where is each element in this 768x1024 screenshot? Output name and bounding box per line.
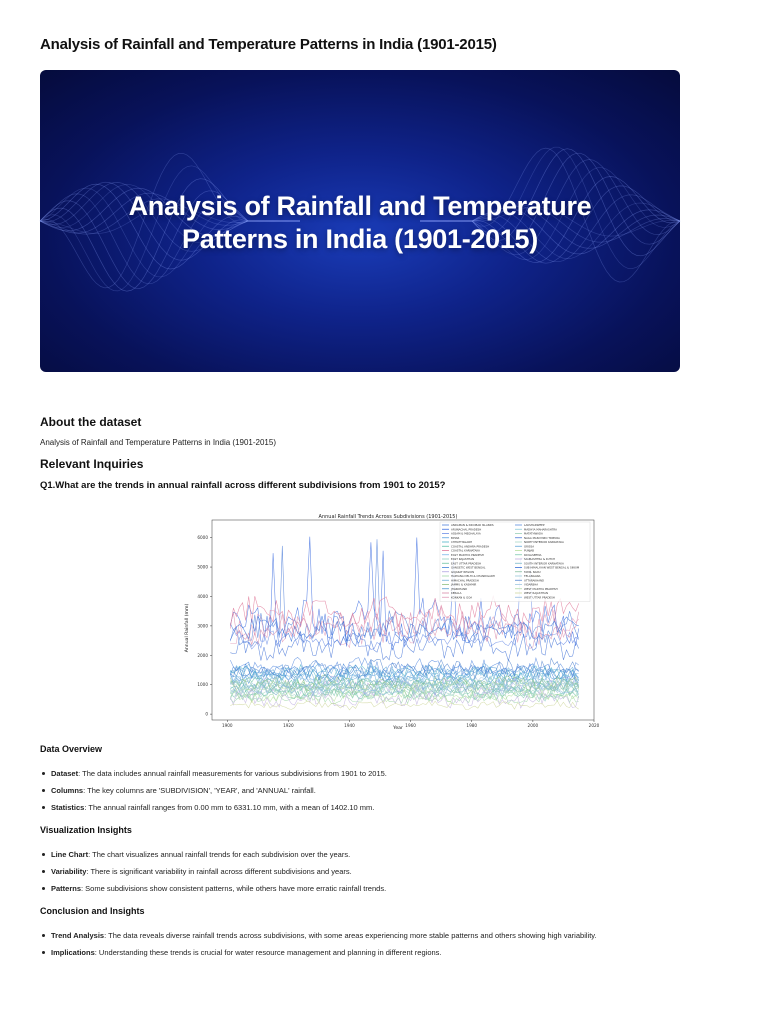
legend-label: NORTH INTERIOR KARNATAKA: [524, 540, 564, 545]
chart-legend: [440, 522, 590, 602]
banner-title-line-2: Patterns in India (1901-2015): [182, 224, 538, 254]
y-tick-label: 4000: [197, 593, 208, 599]
legend-label: JHARKHAND: [451, 586, 468, 591]
page-title: Analysis of Rainfall and Temperature Patterns in India (1901-2015): [40, 36, 497, 53]
legend-label: WEST UTTAR PRADESH: [524, 595, 555, 600]
overview-item: Columns: The key columns are 'SUBDIVISION', 'YEAR', and 'ANNUAL' rainfall.: [40, 782, 387, 799]
viz-list: [40, 846, 386, 897]
conclusion-heading: Conclusion and Insights: [40, 906, 145, 916]
legend-label: GANGETIC WEST BENGAL: [451, 565, 486, 570]
legend-label: JAMMU & KASHMIR: [451, 582, 477, 587]
legend-label: WEST MADHYA PRADESH: [524, 586, 558, 591]
legend-label: GUJARAT REGION: [451, 569, 475, 574]
hero-banner: [40, 70, 680, 372]
y-tick-label: 6000: [197, 535, 208, 541]
conclusion-list: [40, 927, 597, 961]
legend-label: SUB HIMALAYAN WEST BENGAL & SIKKIM: [524, 565, 580, 570]
legend-label: SOUTH INTERIOR KARNATAKA: [524, 561, 564, 566]
legend-label: HIMACHAL PRADESH: [451, 578, 479, 583]
inquiries-heading: Relevant Inquiries: [40, 457, 144, 471]
legend-label: ANDAMAN & NICOBAR ISLANDS: [451, 523, 494, 528]
legend-label: SAURASHTRA & KUTCH: [524, 557, 555, 562]
overview-heading: Data Overview: [40, 744, 103, 754]
legend-label: CHHATTISGARH: [451, 540, 473, 545]
legend-label: UTTARAKHAND: [524, 578, 545, 583]
legend-label: HARYANA DELHI & CHANDIGARH: [451, 574, 495, 579]
legend-label: ARUNACHAL PRADESH: [451, 527, 482, 532]
legend-label: EAST RAJASTHAN: [451, 557, 475, 562]
legend-label: VIDARBHA: [524, 582, 539, 587]
about-heading: About the dataset: [40, 415, 142, 429]
legend-label: RAYALSEEMA: [524, 552, 542, 557]
about-text: Analysis of Rainfall and Temperature Patterns in India (1901-2015): [40, 438, 276, 447]
legend-label: NAGA MANI MIZO TRIPURA: [524, 535, 560, 540]
legend-label: LAKSHADWEEP: [524, 523, 545, 528]
y-tick-label: 2000: [197, 652, 208, 658]
chart-title: Annual Rainfall Trends Across Subdivisions (1901-2015): [318, 514, 458, 520]
conclusion-item: Implications: Understanding these trends is crucial for water resource management and planning in different regions.: [40, 944, 597, 961]
overview-list: [40, 765, 387, 816]
legend-label: ORISSA: [524, 544, 535, 549]
y-tick-label: 5000: [197, 564, 208, 570]
x-tick-label: 2000: [527, 723, 539, 728]
question-1: Q1.What are the trends in annual rainfall across different subdivisions from 1901 to 2015?: [40, 480, 446, 491]
x-tick-label: 2020: [588, 723, 600, 728]
x-tick-label: 1960: [405, 723, 416, 728]
legend-label: COASTAL KARNATAKA: [451, 548, 480, 553]
y-tick-label: 1000: [197, 682, 208, 688]
legend-label: ASSAM & MEGHALAYA: [451, 531, 481, 536]
x-tick-label: 1900: [221, 723, 233, 728]
legend-label: PUNJAB: [524, 548, 535, 553]
rainfall-chart: [178, 510, 598, 732]
y-tick-label: 3000: [197, 623, 208, 629]
rainfall-line-chart: [178, 510, 598, 732]
legend-label: EAST MADHYA PRADESH: [451, 552, 484, 557]
viz-item: Patterns: Some subdivisions show consistent patterns, while others have more erratic rainfall trends.: [40, 880, 386, 897]
overview-item: Dataset: The data includes annual rainfall measurements for various subdivisions from 1901 to 2015.: [40, 765, 387, 782]
legend-label: MADHYA MAHARASHTRA: [524, 527, 557, 532]
legend-label: TELANGANA: [524, 574, 541, 579]
banner-title-line-1: Analysis of Rainfall and Temperature: [128, 191, 592, 221]
legend-label: KONKAN & GOA: [451, 595, 473, 600]
viz-heading: Visualization Insights: [40, 825, 132, 835]
x-tick-label: 1980: [466, 723, 478, 728]
legend-label: TAMIL NADU: [524, 569, 541, 574]
legend-label: EAST UTTAR PRADESH: [451, 561, 482, 566]
y-tick-label: 0: [205, 711, 208, 717]
legend-label: BIHAR: [451, 535, 460, 540]
banner-title: [40, 190, 680, 256]
viz-item: Line Chart: The chart visualizes annual rainfall trends for each subdivision over the years.: [40, 846, 386, 863]
conclusion-item: Trend Analysis: The data reveals diverse rainfall trends across subdivisions, with some areas experiencing more stable patterns and others showing high variability.: [40, 927, 597, 944]
x-tick-label: 1940: [344, 723, 355, 728]
legend-label: MATATHWADA: [524, 531, 543, 536]
chart-x-label: Year: [393, 726, 403, 731]
overview-item: Statistics: The annual rainfall ranges from 0.00 mm to 6331.10 mm, with a mean of 1402.10 mm.: [40, 799, 387, 816]
x-tick-label: 1920: [283, 723, 294, 728]
viz-item: Variability: There is significant variability in rainfall across different subdivisions and years.: [40, 863, 386, 880]
chart-y-label: Annual Rainfall (mm): [185, 603, 190, 653]
legend-label: WEST RAJASTHAN: [524, 591, 548, 596]
legend-label: COASTAL ANDHRA PRADESH: [451, 544, 490, 549]
legend-label: KERALA: [451, 591, 462, 596]
